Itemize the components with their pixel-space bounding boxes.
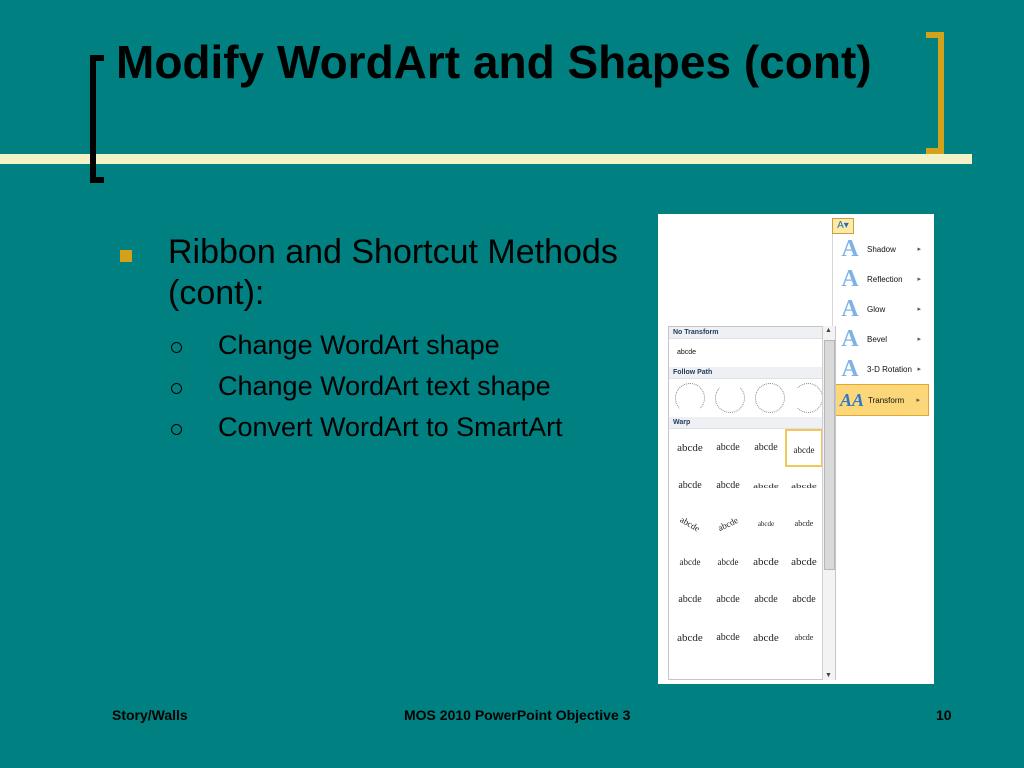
no-transform-header: No Transform [669,327,835,339]
warp-option[interactable]: abcde [717,557,739,567]
shadow-icon: A [841,236,859,262]
scrollbar-thumb[interactable] [824,340,835,570]
circle-bullet-icon [171,424,182,435]
warp-option[interactable]: abcde [753,482,779,490]
warp-option[interactable]: abcde [716,515,740,533]
menu-item-glow[interactable] [833,294,929,324]
title-underline-bar [0,154,972,164]
menu-item-shadow[interactable] [833,234,929,264]
bullet-sub-text: Convert WordArt to SmartArt [218,412,563,442]
warp-option[interactable]: abcde [753,556,779,568]
warp-grid [669,429,835,657]
chevron-right-icon: ▸ [917,276,921,283]
menu-item-label: Reflection [867,275,903,284]
bullet-sub-text: Change WordArt text shape [218,371,551,401]
no-transform-option[interactable]: abcde [677,349,697,356]
bullet-main-text: Ribbon and Shortcut Methods (cont): [168,233,618,312]
footer-author: Story/Walls [112,707,188,723]
warp-option[interactable]: abcde [679,557,701,567]
warp-option[interactable]: abcde [716,480,740,491]
warp-option[interactable]: abcde [716,632,740,643]
warp-option[interactable]: abcde [757,520,775,528]
transform-icon: AA [840,390,865,410]
warp-option[interactable]: abcde [791,482,817,490]
warp-option[interactable]: abcde [753,632,779,644]
scroll-up-icon[interactable]: ▲ [825,327,832,334]
follow-path-button-option[interactable] [793,383,823,413]
follow-path-header: Follow Path [669,367,835,379]
menu-item-reflection[interactable] [833,264,929,294]
bullet-sub-1 [118,328,578,363]
follow-path-circle-option[interactable] [755,383,785,413]
warp-header: Warp [669,417,835,429]
warp-option[interactable]: abcde [678,514,702,534]
warp-option[interactable]: abcde [794,519,814,528]
chevron-right-icon: ▸ [917,336,921,343]
warp-option[interactable]: abcde [791,556,817,568]
footer-center-text: MOS 2010 PowerPoint Objective 3 [404,707,631,723]
menu-item-3d-rotation[interactable] [833,354,929,384]
slide-title: Modify WordArt and Shapes (cont) [116,36,872,88]
warp-option[interactable]: abcde [754,442,778,453]
scroll-down-icon[interactable]: ▼ [825,672,832,679]
menu-item-label: Glow [867,305,886,314]
warp-option[interactable]: abcde [794,633,814,642]
3d-rotation-icon: A [841,356,859,382]
follow-path-row [669,379,835,417]
warp-option[interactable]: abcde [677,632,703,644]
menu-item-label: 3-D Rotation [867,365,912,374]
circle-bullet-icon [171,383,182,394]
warp-option[interactable]: abcde [716,442,740,453]
text-effects-menu [832,234,929,414]
warp-option[interactable]: abcde [716,594,740,605]
wordart-menu-screenshot [658,214,934,684]
warp-option[interactable]: abcde [754,594,778,605]
bullet-sub-3 [118,410,578,445]
chevron-right-icon: ▸ [916,397,920,404]
reflection-icon: A [841,266,859,292]
glow-icon: A [841,296,859,322]
menu-item-label: Transform [868,396,905,405]
bevel-icon: A [841,326,859,352]
footer-page-number: 10 [936,707,952,723]
transform-gallery [668,326,836,680]
chevron-right-icon: ▸ [917,306,921,313]
gallery-scrollbar[interactable] [822,326,835,680]
menu-item-bevel[interactable] [833,324,929,354]
bullet-list [118,232,618,445]
chevron-right-icon: ▸ [917,246,921,253]
right-bracket-decoration [926,32,944,154]
menu-item-transform[interactable] [833,384,929,416]
warp-option[interactable]: abcde [678,594,702,605]
chevron-right-icon: ▸ [917,366,921,373]
follow-path-arch-up-option[interactable] [675,383,705,413]
warp-option-selected[interactable]: abcde [785,429,823,467]
warp-option[interactable]: abcde [678,480,702,491]
circle-bullet-icon [171,342,182,353]
follow-path-arch-down-option[interactable] [715,383,745,413]
text-effects-button[interactable]: A▾ [832,218,854,234]
bullet-main [118,232,618,314]
warp-option[interactable]: abcde [677,442,703,454]
bullet-sub-2 [118,369,578,404]
menu-item-label: Shadow [867,245,896,254]
warp-option[interactable]: abcde [792,594,816,605]
left-bracket-decoration [90,55,104,183]
square-bullet-icon [120,250,132,262]
menu-item-label: Bevel [867,335,888,344]
bullet-sub-text: Change WordArt shape [218,330,500,360]
